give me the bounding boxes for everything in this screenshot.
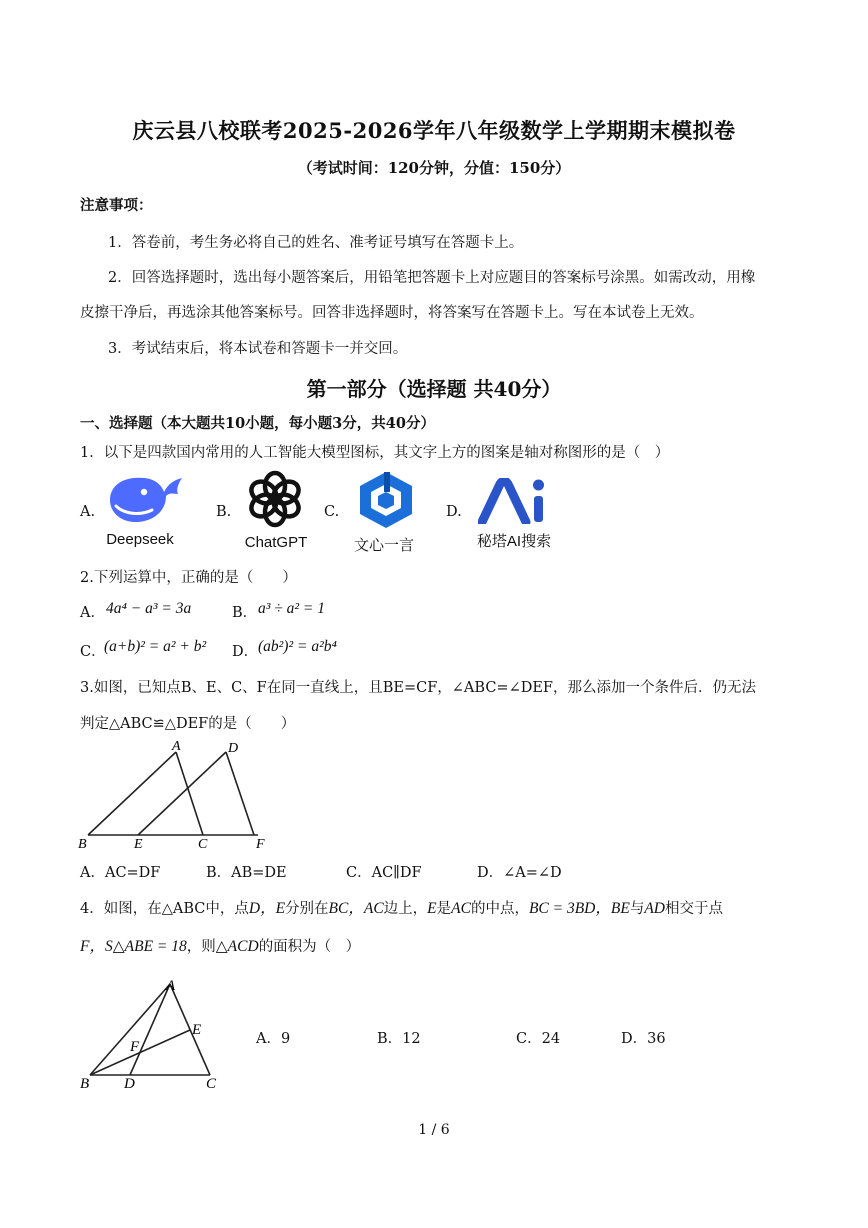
cube-icon bbox=[358, 470, 414, 534]
q4-stem-line1: 4．如图，在△ABC中，点D，E分别在BC，AC边上，E是AC的中点，BC = 3BD，BE与AD相交于点 bbox=[80, 900, 723, 917]
q3-label-d: D bbox=[228, 741, 239, 756]
section-title: 第一部分（选择题 共40分） bbox=[306, 377, 562, 401]
notice-item-3: 3．考试结束后，将本试卷和答题卡一并交回。 bbox=[108, 341, 408, 357]
page-title: 庆云县八校联考2025-2026学年八年级数学上学期期末模拟卷 bbox=[132, 118, 736, 143]
q4-option-a: A．9 bbox=[256, 1031, 291, 1047]
q3-label-a: A bbox=[172, 740, 181, 754]
q4-label-d: D bbox=[124, 1076, 135, 1092]
part-heading: 一、选择题（本大题共10小题，每小题3分，共40分） bbox=[80, 415, 435, 432]
q4-label-f: F bbox=[130, 1039, 140, 1055]
q4-label-a: A bbox=[166, 978, 176, 994]
q4-option-b: B．12 bbox=[377, 1031, 421, 1047]
q2-option-a-letter: A． bbox=[80, 605, 105, 621]
q1-option-d-letter: D. bbox=[446, 504, 462, 520]
notice-item-2-line2: 皮擦干净后，再选涂其他答案标号。回答非选择题时，将答案写在答题卡上。写在本试卷上无效。 bbox=[80, 305, 704, 321]
q1-stem: 1．以下是四款国内常用的人工智能大模型图标，其文字上方的图案是轴对称图形的是（ ） bbox=[80, 445, 670, 461]
notice-item-1: 1．答卷前，考生务必将自己的姓名、准考证号填写在答题卡上。 bbox=[108, 235, 524, 251]
q2-option-c-letter: C． bbox=[80, 644, 106, 660]
q4-label-c: C bbox=[206, 1076, 217, 1092]
q4-option-c: C．24 bbox=[516, 1031, 561, 1047]
whale-icon bbox=[104, 470, 186, 530]
q4-label-e: E bbox=[192, 1022, 202, 1038]
q1-option-b-letter: B. bbox=[216, 504, 232, 520]
q1-option-a-name: Deepseek bbox=[106, 531, 174, 548]
q3-option-b: B．AB=DE bbox=[206, 865, 287, 881]
q1-option-c-name: 文心一言 bbox=[353, 537, 414, 554]
q1-option-b-name: ChatGPT bbox=[244, 534, 308, 551]
q1-option-a-letter: A. bbox=[80, 504, 96, 520]
q2-option-d-expr: (ab²)² = a²b⁴ bbox=[258, 638, 337, 655]
q3-stem-line2: 判定△ABC≌△DEF的是（ ） bbox=[80, 716, 296, 732]
q3-stem-line1: 3.如图，已知点B、E、C、F在同一直线上，且BE=CF，∠ABC=∠DEF，那么添加一个条件后．仍无法 bbox=[80, 680, 756, 696]
q3-label-f: F bbox=[256, 837, 265, 852]
q3-option-c: C．AC∥DF bbox=[346, 865, 422, 881]
q1-option-d-name: 秘塔AI搜索 bbox=[476, 533, 552, 550]
q2-option-d-letter: D． bbox=[232, 644, 259, 660]
q2-option-a-expr: 4a⁴ − a³ = 3a bbox=[106, 600, 192, 617]
q2-option-b-expr: a³ ÷ a² = 1 bbox=[258, 600, 326, 617]
knot-icon bbox=[242, 466, 308, 536]
page-subtitle: （考试时间：120分钟，分值：150分） bbox=[297, 159, 571, 177]
q1-option-c-letter: C. bbox=[324, 504, 340, 520]
notice-item-2-line1: 2．回答选择题时，选出每小题答案后，用铅笔把答题卡上对应题目的答案标号涂黑。如需改动，用橡 bbox=[108, 270, 756, 286]
page-number: 1 / 6 bbox=[418, 1122, 450, 1138]
q4-figure bbox=[76, 972, 226, 1096]
q3-option-d: D．∠A=∠D bbox=[477, 865, 562, 881]
q3-label-b: B bbox=[78, 837, 87, 852]
q4-label-b: B bbox=[80, 1076, 90, 1092]
q4-option-d: D．36 bbox=[621, 1031, 666, 1047]
q3-label-c: C bbox=[198, 837, 208, 852]
q3-figure bbox=[76, 740, 276, 856]
q4-stem-line2: F，S△ABE = 18，则△ACD的面积为（ ） bbox=[80, 938, 361, 955]
q2-option-b-letter: B． bbox=[232, 605, 258, 621]
q3-option-a: A．AC=DF bbox=[80, 865, 161, 881]
q3-label-e: E bbox=[134, 837, 143, 852]
notice-heading: 注意事项： bbox=[80, 197, 153, 214]
q2-stem: 2.下列运算中，正确的是（ ） bbox=[80, 570, 297, 586]
q2-option-c-expr: (a+b)² = a² + b² bbox=[104, 638, 207, 655]
ai-icon bbox=[478, 478, 552, 528]
